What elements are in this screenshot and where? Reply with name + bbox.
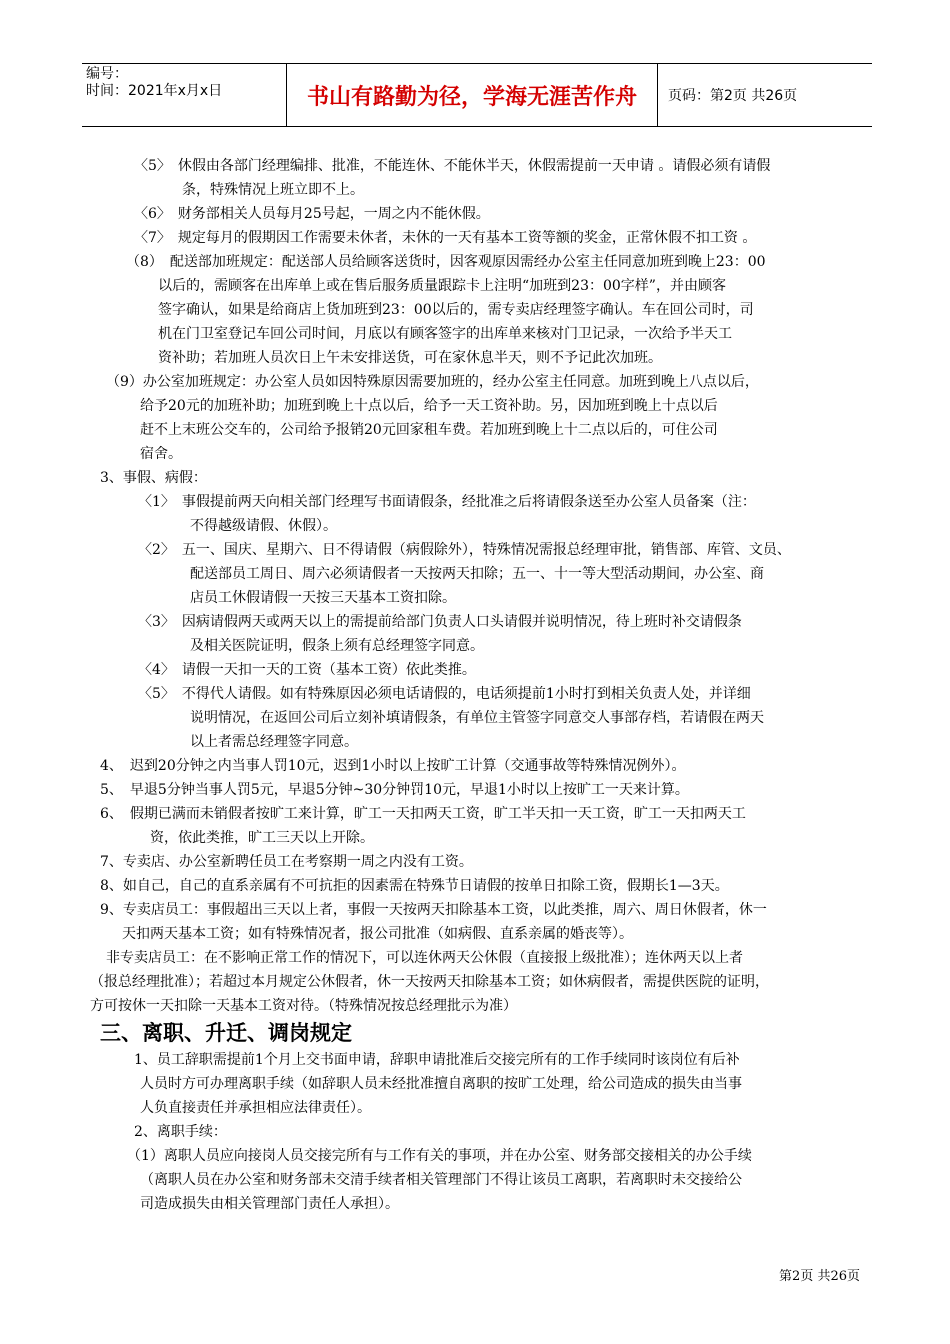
text-line: 人负直接责任并承担相应法律责任）。 [140, 1100, 371, 1116]
text-line: 1、员工辞职需提前1个月上交书面申请，辞职申请批准后交接完所有的工作手续同时该岗位有后补 [106, 1052, 740, 1068]
text-line: 资补助；若加班人员次日上午未安排送货，可在家休息半天，则不予记此次加班。 [158, 350, 662, 366]
text-line: 2、离职手续： [106, 1124, 227, 1140]
text-line: （8） 配送部加班规定：配送部人员给顾客送货时，因客观原因需经办公室主任同意加班到晚上23：00 [126, 254, 766, 270]
text-line: 9、专卖店员工：事假超出三天以上者，事假一天按两天扣除基本工资，以此类推，周六、周日休假者，休一 [100, 902, 767, 918]
section-heading: 三、离职、升迁、调岗规定 [100, 1021, 352, 1045]
text-line: 〈5〉 休假由各部门经理编排、批准，不能连休、不能休半天，休假需提前一天申请 。请假必须有请假 [134, 158, 771, 174]
text-line: 非专卖店员工：在不影响正常工作的情况下，可以连休两天公休假（直接报上级批准）；连休两天以上者 [106, 950, 743, 966]
text-line: 机在门卫室登记车回公司时间，月底以有顾客签字的出库单来核对门卫记录，一次给予半天工 [158, 326, 732, 342]
text-line: （离职人员在办公室和财务部未交清手续者相关管理部门不得让该员工离职，若离职时未交接给公 [140, 1172, 742, 1188]
header-motto: 书山有路勤为径，学海无涯苦作舟 [287, 64, 658, 126]
document-body [90, 154, 865, 1216]
text-line: 〈2〉 五一、国庆、星期六、日不得请假（病假除外），特殊情况需报总经理审批，销售部、库管、文员、 [138, 542, 791, 558]
text-line: 6、 假期已满而未销假者按旷工来计算，旷工一天扣两天工资，旷工半天扣一天工资，旷工一天扣两天工 [100, 806, 746, 822]
text-line: （1）离职人员应向接岗人员交接完所有与工作有关的事项，并在办公室、财务部交接相关的办公手续 [106, 1148, 752, 1164]
text-line: （报总经理批准）；若超过本月规定公休假者，休一天按两天扣除基本工资；如休病假者，需提供医院的证明， [90, 974, 769, 990]
text-line: 资，依此类推，旷工三天以上开除。 [122, 830, 374, 846]
number-label: 编号： [86, 66, 128, 82]
text-line: 〈4〉 请假一天扣一天的工资（基本工资）依此类推。 [138, 662, 476, 678]
text-line: 司造成损失由相关管理部门责任人承担）。 [140, 1196, 399, 1212]
text-line: 配送部员工周日、周六必须请假者一天按两天扣除；五一、十一等大型活动期间，办公室、商 [190, 566, 764, 582]
text-line: 〈1〉 事假提前两天向相关部门经理写书面请假条，经批准之后将请假条送至办公室人员备案（注： [138, 494, 756, 510]
page-header [82, 63, 872, 127]
text-line: 8、如自己，自己的直系亲属有不可抗拒的因素需在特殊节日请假的按单日扣除工资，假期长1—3天。 [100, 878, 729, 894]
text-line: 签字确认，如果是给商店上货加班到23：00以后的，需专卖店经理签字确认。车在回公司时，司 [158, 302, 754, 318]
text-line: 7、专卖店、办公室新聘任员工在考察期一周之内没有工资。 [100, 854, 473, 870]
text-line: 3、事假、病假： [100, 470, 207, 486]
text-line: 不得越级请假、休假）。 [190, 518, 337, 534]
text-line: 及相关医院证明，假条上须有总经理签字同意。 [190, 638, 484, 654]
text-line: 以后的，需顾客在出库单上或在售后服务质量跟踪卡上注明“加班到23：00字样”，并由顾客 [158, 278, 726, 294]
text-line: 4、 迟到20分钟之内当事人罚10元，迟到1小时以上按旷工计算（交通事故等特殊情况例外）。 [100, 758, 686, 774]
text-line: 〈5〉 不得代人请假。如有特殊原因必须电话请假的，电话须提前1小时打到相关负责人处，并详细 [138, 686, 751, 702]
text-line: 〈3〉 因病请假两天或两天以上的需提前给部门负责人口头请假并说明情况，待上班时补交请假条 [138, 614, 742, 630]
text-line: 〈6〉 财务部相关人员每月25号起，一周之内不能休假。 [134, 206, 490, 222]
time-label: 时间：2021年x月x日 [86, 83, 223, 99]
text-line: 人员时方可办理离职手续（如辞职人员未经批准擅自离职的按旷工处理，给公司造成的损失由当事 [140, 1076, 742, 1092]
text-line: （9）办公室加班规定：办公室人员如因特殊原因需要加班的，经办公室主任同意。加班到晚上八点以后， [106, 374, 759, 390]
text-line: 〈7〉 规定每月的假期因工作需要未休者，未休的一天有基本工资等额的奖金，正常休假不扣工资 。 [134, 230, 757, 246]
header-page-info: 页码：第2页 共26页 [668, 88, 798, 104]
text-line: 给予20元的加班补助；加班到晚上十点以后，给予一天工资补助。另，因加班到晚上十点以后 [140, 398, 718, 414]
text-line: 天扣两天基本工资；如有特殊情况者，报公司批准（如病假、直系亲属的婚丧等）。 [122, 926, 633, 942]
text-line: 以上者需总经理签字同意。 [190, 734, 358, 750]
text-line: 说明情况，在返回公司后立刻补填请假条，有单位主管签字同意交人事部存档，若请假在两天 [190, 710, 764, 726]
text-line: 条，特殊情况上班立即不上。 [182, 182, 364, 198]
text-line: 赶不上末班公交车的，公司给予报销20元回家租车费。若加班到晚上十二点以后的，可住公司 [140, 422, 718, 438]
text-line: 店员工休假请假一天按三天基本工资扣除。 [190, 590, 456, 606]
text-line: 方可按休一天扣除一天基本工资对待。（特殊情况按总经理批示为准） [90, 998, 517, 1014]
text-line: 宿舍。 [140, 446, 182, 462]
header-meta [82, 64, 287, 126]
text-line: 5、 早退5分钟当事人罚5元，早退5分钟~30分钟罚10元，早退1小时以上按旷工一天来计算。 [100, 782, 689, 798]
page-footer: 第2页 共26页 [779, 1269, 860, 1284]
